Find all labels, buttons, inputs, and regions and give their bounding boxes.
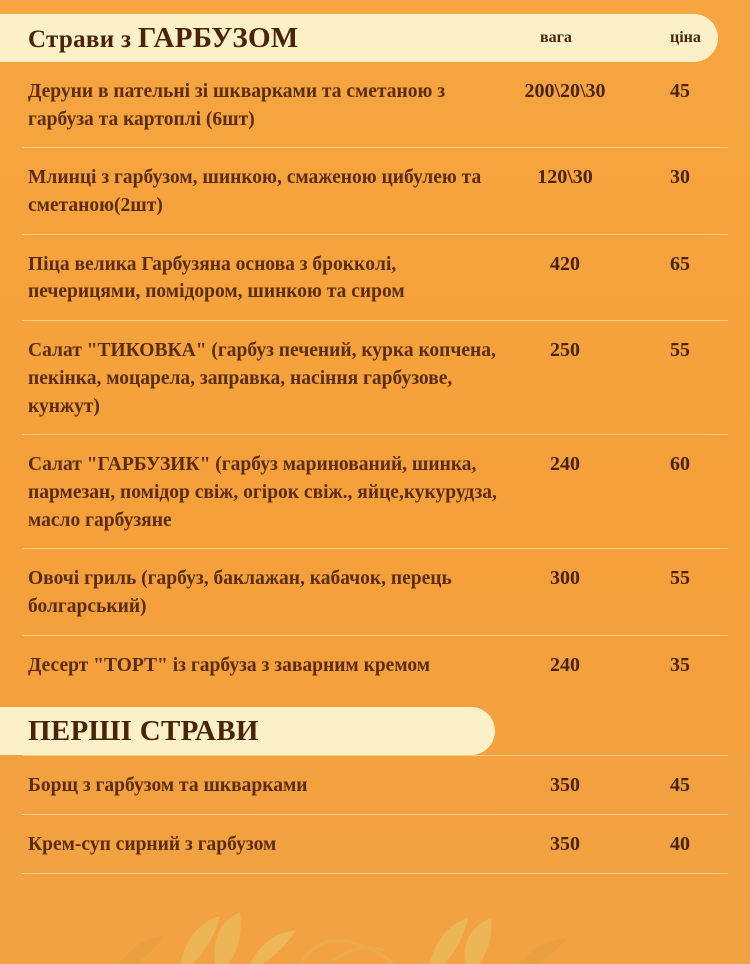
menu-item-price: 45 (670, 774, 690, 797)
menu-item-price: 40 (670, 833, 690, 855)
column-header-weight: вага (540, 29, 572, 46)
menu-item-weight: 200\20\30 (524, 80, 606, 102)
menu-item-price: 55 (670, 339, 690, 362)
menu-item-weight: 250 (550, 339, 580, 362)
menu-item-weight: 120\30 (537, 166, 593, 189)
menu-item-name: Деруни в пательні зі шкварками та сметаною з гарбуза та картоплі (6шт) (28, 81, 446, 130)
section-header-pumpkin-dishes (0, 14, 718, 62)
menu-item-name: Борщ з гарбузом та шкварками (28, 775, 308, 797)
menu-item (0, 321, 750, 434)
menu-item-name: Піца велика Гарбузяна основа з броккoлі, печерицями, помідором, шинкою та сиром (28, 253, 405, 303)
menu-item-weight: 240 (550, 653, 580, 676)
menu-item (0, 756, 750, 814)
menu-item-list-first-courses (0, 755, 750, 873)
menu-item-price: 45 (670, 80, 690, 102)
menu-item (0, 815, 750, 873)
decorative-leaves (0, 894, 750, 964)
section-title (28, 22, 299, 55)
menu-item-weight: 350 (550, 774, 580, 797)
menu-item-name: Салат "ГАРБУЗИК" (гарбуз маринований, шинка, пармезан, помідор свіж, огірок свіж., яйце,кукурудза, масло гарбузяне (28, 454, 497, 531)
menu-item-price: 30 (670, 166, 690, 189)
menu-item-weight: 300 (550, 567, 580, 590)
menu-item-list-pumpkin (0, 62, 750, 693)
row-divider (22, 873, 728, 874)
section-title (28, 715, 259, 748)
menu-item-weight: 350 (550, 833, 580, 855)
menu-item-name: Крем-суп сирний з гарбузом (28, 834, 277, 855)
section-title-main: ГАРБУЗОМ (137, 21, 299, 54)
menu-item-price: 35 (670, 653, 690, 676)
menu-item-name: Десерт "ТОРТ" із гарбуза з заварним кремом (28, 654, 431, 676)
menu-item (0, 435, 750, 548)
menu-item-name: Салат "ТИКОВКА" (гарбуз печений, курка копчена, пекінка, моцарела, заправка, насіння гарбузове, кунжут) (28, 340, 496, 417)
section-header-first-courses (0, 707, 495, 755)
section-title-main: ПЕРШІ СТРАВИ (28, 714, 259, 747)
menu-item-name: Млинці з гарбузом, шинкою, смаженою цибулею та сметаною(2шт) (28, 167, 482, 217)
menu-item-name: Овочі гриль (гарбуз, баклажан, кабачок, перець болгарський) (28, 568, 452, 617)
menu-item (0, 235, 750, 320)
section-title-prefix: Страви з (28, 25, 138, 53)
menu-item (0, 549, 750, 634)
menu-item-price: 60 (670, 453, 690, 476)
menu-item-weight: 420 (550, 252, 580, 275)
menu-item-price: 65 (670, 252, 690, 275)
menu-item (0, 148, 750, 233)
menu-item (0, 62, 750, 147)
menu-item-price: 55 (670, 567, 690, 590)
menu-item (0, 636, 750, 694)
menu-item-weight: 240 (550, 453, 580, 476)
column-header-price: ціна (670, 29, 701, 46)
